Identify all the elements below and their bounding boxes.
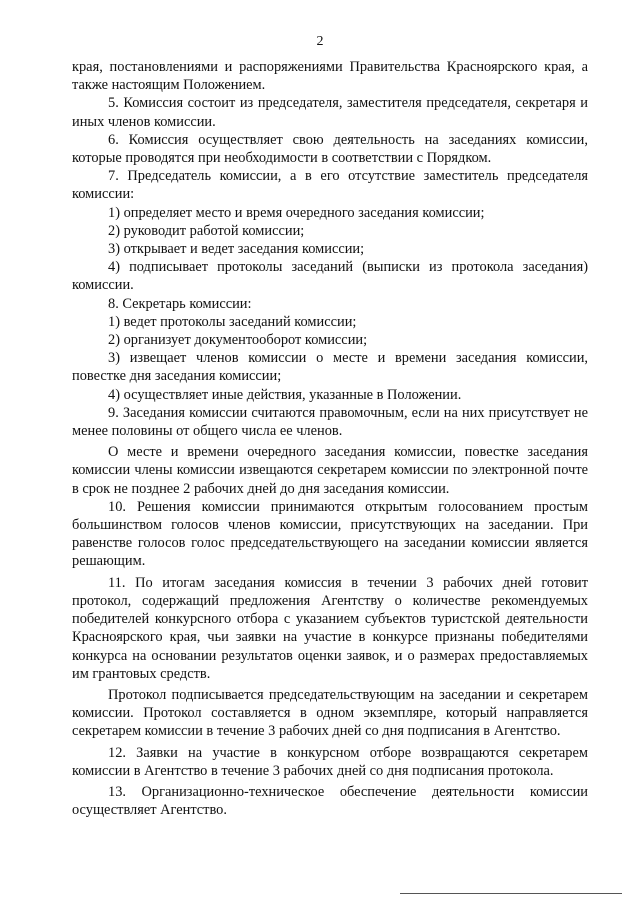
paragraph-item-7: 7. Председатель комиссии, а в его отсутствие заместитель председателя комиссии: [72,168,588,203]
page-number: 2 [316,34,324,49]
paragraph-item-5: 5. Комиссия состоит из председателя, заместителя председателя, секретаря и иных членов комиссии. [72,95,588,130]
paragraph-item-9: 9. Заседания комиссии считаются правомочным, если на них присутствует не менее половины от общего числа ее членов. [72,404,588,440]
subitem-8-3: 3) извещает членов комиссии о месте и времени заседания комиссии, повестке дня заседания комиссии; [72,350,588,385]
footer-rule [400,893,622,894]
paragraph-item-10: 10. Решения комиссии принимаются открытым голосованием простым большинством голосов членов комиссии, присутствующих на заседании. При равенстве голосов голос председательствующего на заседании комиссии является решающим. [72,498,588,570]
document-body [72,58,588,819]
subitem-8-2: 2) организует документооборот комиссии; [108,332,368,349]
paragraph-item-13: 13. Организационно-техническое обеспечение деятельности комиссии осуществляет Агентство. [72,783,588,819]
paragraph-item-11-protocol: Протокол подписывается председательствующим на заседании и секретарем комиссии. Протокол составляется в одном экземпляре, который направляется секретарем комиссии в течение 3 рабочих дней со дня подписания в Агентство. [72,686,588,740]
paragraph-item-11: 11. По итогам заседания комиссия в течении 3 рабочих дней готовит протокол, содержащий предложения Агентству о количестве рекомендуемых победителей конкурсного отбора с указанием субъектов туристской деятельности Красноярского края, чьи заявки на участие в конкурсе признаны победителями конкурса на основании результатов оценки заявок, и о размерах предоставляемых им грантовых средств. [72,574,588,682]
subitem-7-3: 3) открывает и ведет заседания комиссии; [108,241,365,258]
subitem-8-1: 1) ведет протоколы заседаний комиссии; [108,313,357,330]
subitem-7-4: 4) подписывает протоколы заседаний (выписки из протокола заседания) комиссии. [72,259,588,294]
subitem-8-4: 4) осуществляет иные действия, указанные в Положении. [108,386,462,403]
subitem-7-1: 1) определяет место и время очередного заседания комиссии; [108,204,485,221]
paragraph-item-9-notice: О месте и времени очередного заседания комиссии, повестке заседания комиссии члены комиссии извещаются секретарем комиссии по электронной почте в срок не позднее 2 рабочих дней до дня заседания комиссии. [72,444,588,497]
paragraph-item-12: 12. Заявки на участие в конкурсном отборе возвращаются секретарем комиссии в Агентство в течение 3 рабочих дней со дня подписания протокола. [72,744,588,779]
paragraph-continuation: края, постановлениями и распоряжениями Правительства Красноярского края, а также настоящим Положением. [72,59,588,94]
paragraph-item-6: 6. Комиссия осуществляет свою деятельность на заседаниях комиссии, которые проводятся при необходимости в соответствии с Порядком. [72,131,588,167]
subitem-7-2: 2) руководит работой комиссии; [108,222,305,239]
paragraph-item-8: 8. Секретарь комиссии: [108,295,252,312]
